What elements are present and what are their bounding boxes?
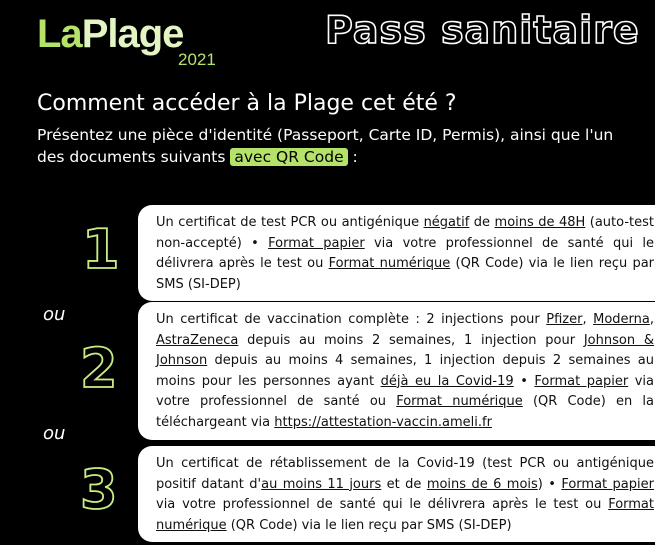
text-run: depuis au moins 2 semaines, 1 injection pour — [238, 332, 584, 348]
text-run: (QR Code) via le lien reçu par SMS (SI-DEP) — [226, 517, 512, 533]
underlined-term: déjà eu la Covid-19 — [380, 373, 514, 389]
underlined-term: Pfizer — [546, 312, 583, 327]
text-run: via votre professionnel de santé ou — [156, 373, 654, 409]
option-text-1 — [156, 213, 654, 295]
option-number-3: 3 — [80, 458, 118, 521]
laplage-logo — [37, 12, 216, 69]
option-number-2: 2 — [80, 337, 118, 400]
section-heading: Comment accéder à la Plage cet été ? — [37, 91, 457, 116]
underlined-term: Format papier — [268, 235, 365, 251]
text-run: (QR Code) via le lien reçu par SMS (SI-DEP) — [156, 256, 655, 292]
underlined-term: au moins 11 jours — [261, 476, 382, 492]
text-run: depuis au moins 4 semaines, 1 injection depuis 2 semaines au moins pour les personnes ayant — [156, 353, 654, 389]
option-text-2 — [156, 310, 654, 433]
intro-text — [37, 124, 637, 168]
text-run: (QR Code) en la téléchargeant via — [156, 394, 654, 430]
text-run: et de — [381, 476, 427, 492]
intro-body: Présentez une pièce d'identité (Passeport, Carte ID, Permis), ainsi que l'un des documents suivants — [37, 126, 614, 166]
text-run: via votre professionnel de santé qui le délivrera après le test ou — [156, 497, 609, 512]
option-number-1: 1 — [82, 218, 120, 281]
logo-wordmark — [37, 14, 183, 54]
underlined-term: moins de 6 mois — [426, 476, 538, 492]
separator-ou-2: ou — [43, 423, 66, 444]
underlined-term: Format numérique — [328, 256, 451, 271]
underlined-term: AstraZeneca — [156, 332, 239, 348]
underlined-term: Format numérique — [396, 394, 523, 409]
option-text-3 — [156, 454, 654, 536]
text-run: , — [582, 312, 594, 327]
qr-code-highlight: avec QR Code — [230, 148, 347, 166]
option-card-2 — [138, 302, 655, 440]
underlined-term: Johnson & Johnson — [156, 332, 654, 368]
text-run: (auto-test non-accepté) • — [156, 215, 654, 251]
underlined-term: moins de 48H — [494, 215, 586, 230]
logo-plage: Plage — [81, 12, 184, 56]
separator-ou-1: ou — [43, 304, 66, 325]
text-run: • — [513, 373, 535, 389]
logo-la: La — [37, 12, 82, 56]
logo-year: 2021 — [178, 50, 216, 69]
underlined-term: Format numérique — [156, 497, 654, 533]
text-run: Un certificat de test PCR ou antigénique — [156, 215, 424, 230]
text-run: Un certificat de vaccination complète : 2 injections pour — [156, 312, 547, 327]
option-card-3 — [138, 446, 655, 542]
text-run: via votre professionnel de santé qui le délivrera après le test ou — [156, 235, 655, 271]
underlined-term: négatif — [423, 215, 470, 230]
underlined-term: Format papier — [534, 373, 629, 389]
text-run: ) • — [537, 476, 562, 492]
text-run: Un certificat de rétablissement de la Covid-19 (test PCR ou antigénique positif datant d' — [156, 456, 654, 492]
underlined-term: Moderna — [593, 312, 650, 327]
text-run: , — [649, 312, 654, 327]
page-title: Pass sanitaire — [325, 8, 640, 52]
underlined-term: Format papier — [561, 476, 654, 492]
option-card-1 — [138, 205, 655, 301]
underlined-term: https://attestation-vaccin.ameli.fr — [274, 414, 492, 430]
intro-end: : — [352, 148, 358, 166]
text-run: de — [469, 215, 495, 230]
